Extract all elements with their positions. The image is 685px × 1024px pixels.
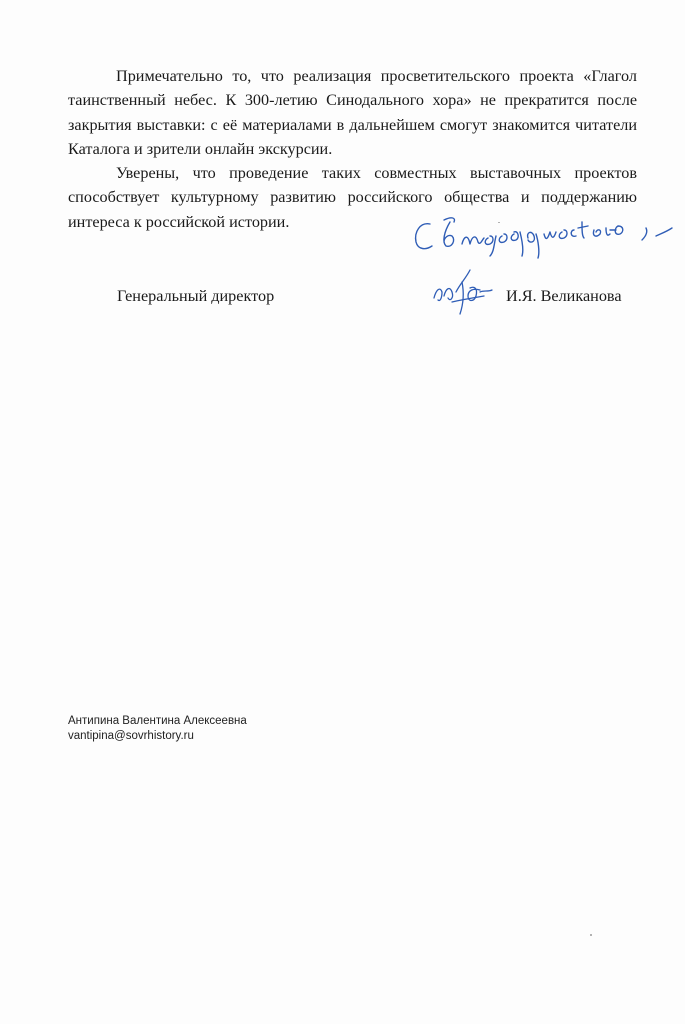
letter-body [68,64,637,234]
handwritten-gratitude-note [410,210,678,262]
paragraph-1: Примечательно то, что реализация просветительского проекта «Глагол таинственный небес. К 300-летию Синодального хора» не прекратится после закрытия выставки: с её материалами в дальнейшем смогут знакомится читатели Каталога и зрители онлайн экскурсии. [68,67,637,158]
signatory-position: Генеральный директор [117,287,275,305]
scan-speck [590,934,592,936]
executor-name: Антипина Валентина Алексеевна [68,715,247,727]
executor-email: vantipina@sovrhistory.ru [68,730,194,742]
scan-speck [498,222,500,223]
paragraph-2: Уверены, что проведение таких совместных выставочных проектов способствует культурному развитию российского общества и поддержанию интереса к российской истории. [68,164,637,231]
executor-block [68,714,247,744]
signatory-name: И.Я. Великанова [506,287,622,305]
signature [430,262,512,320]
